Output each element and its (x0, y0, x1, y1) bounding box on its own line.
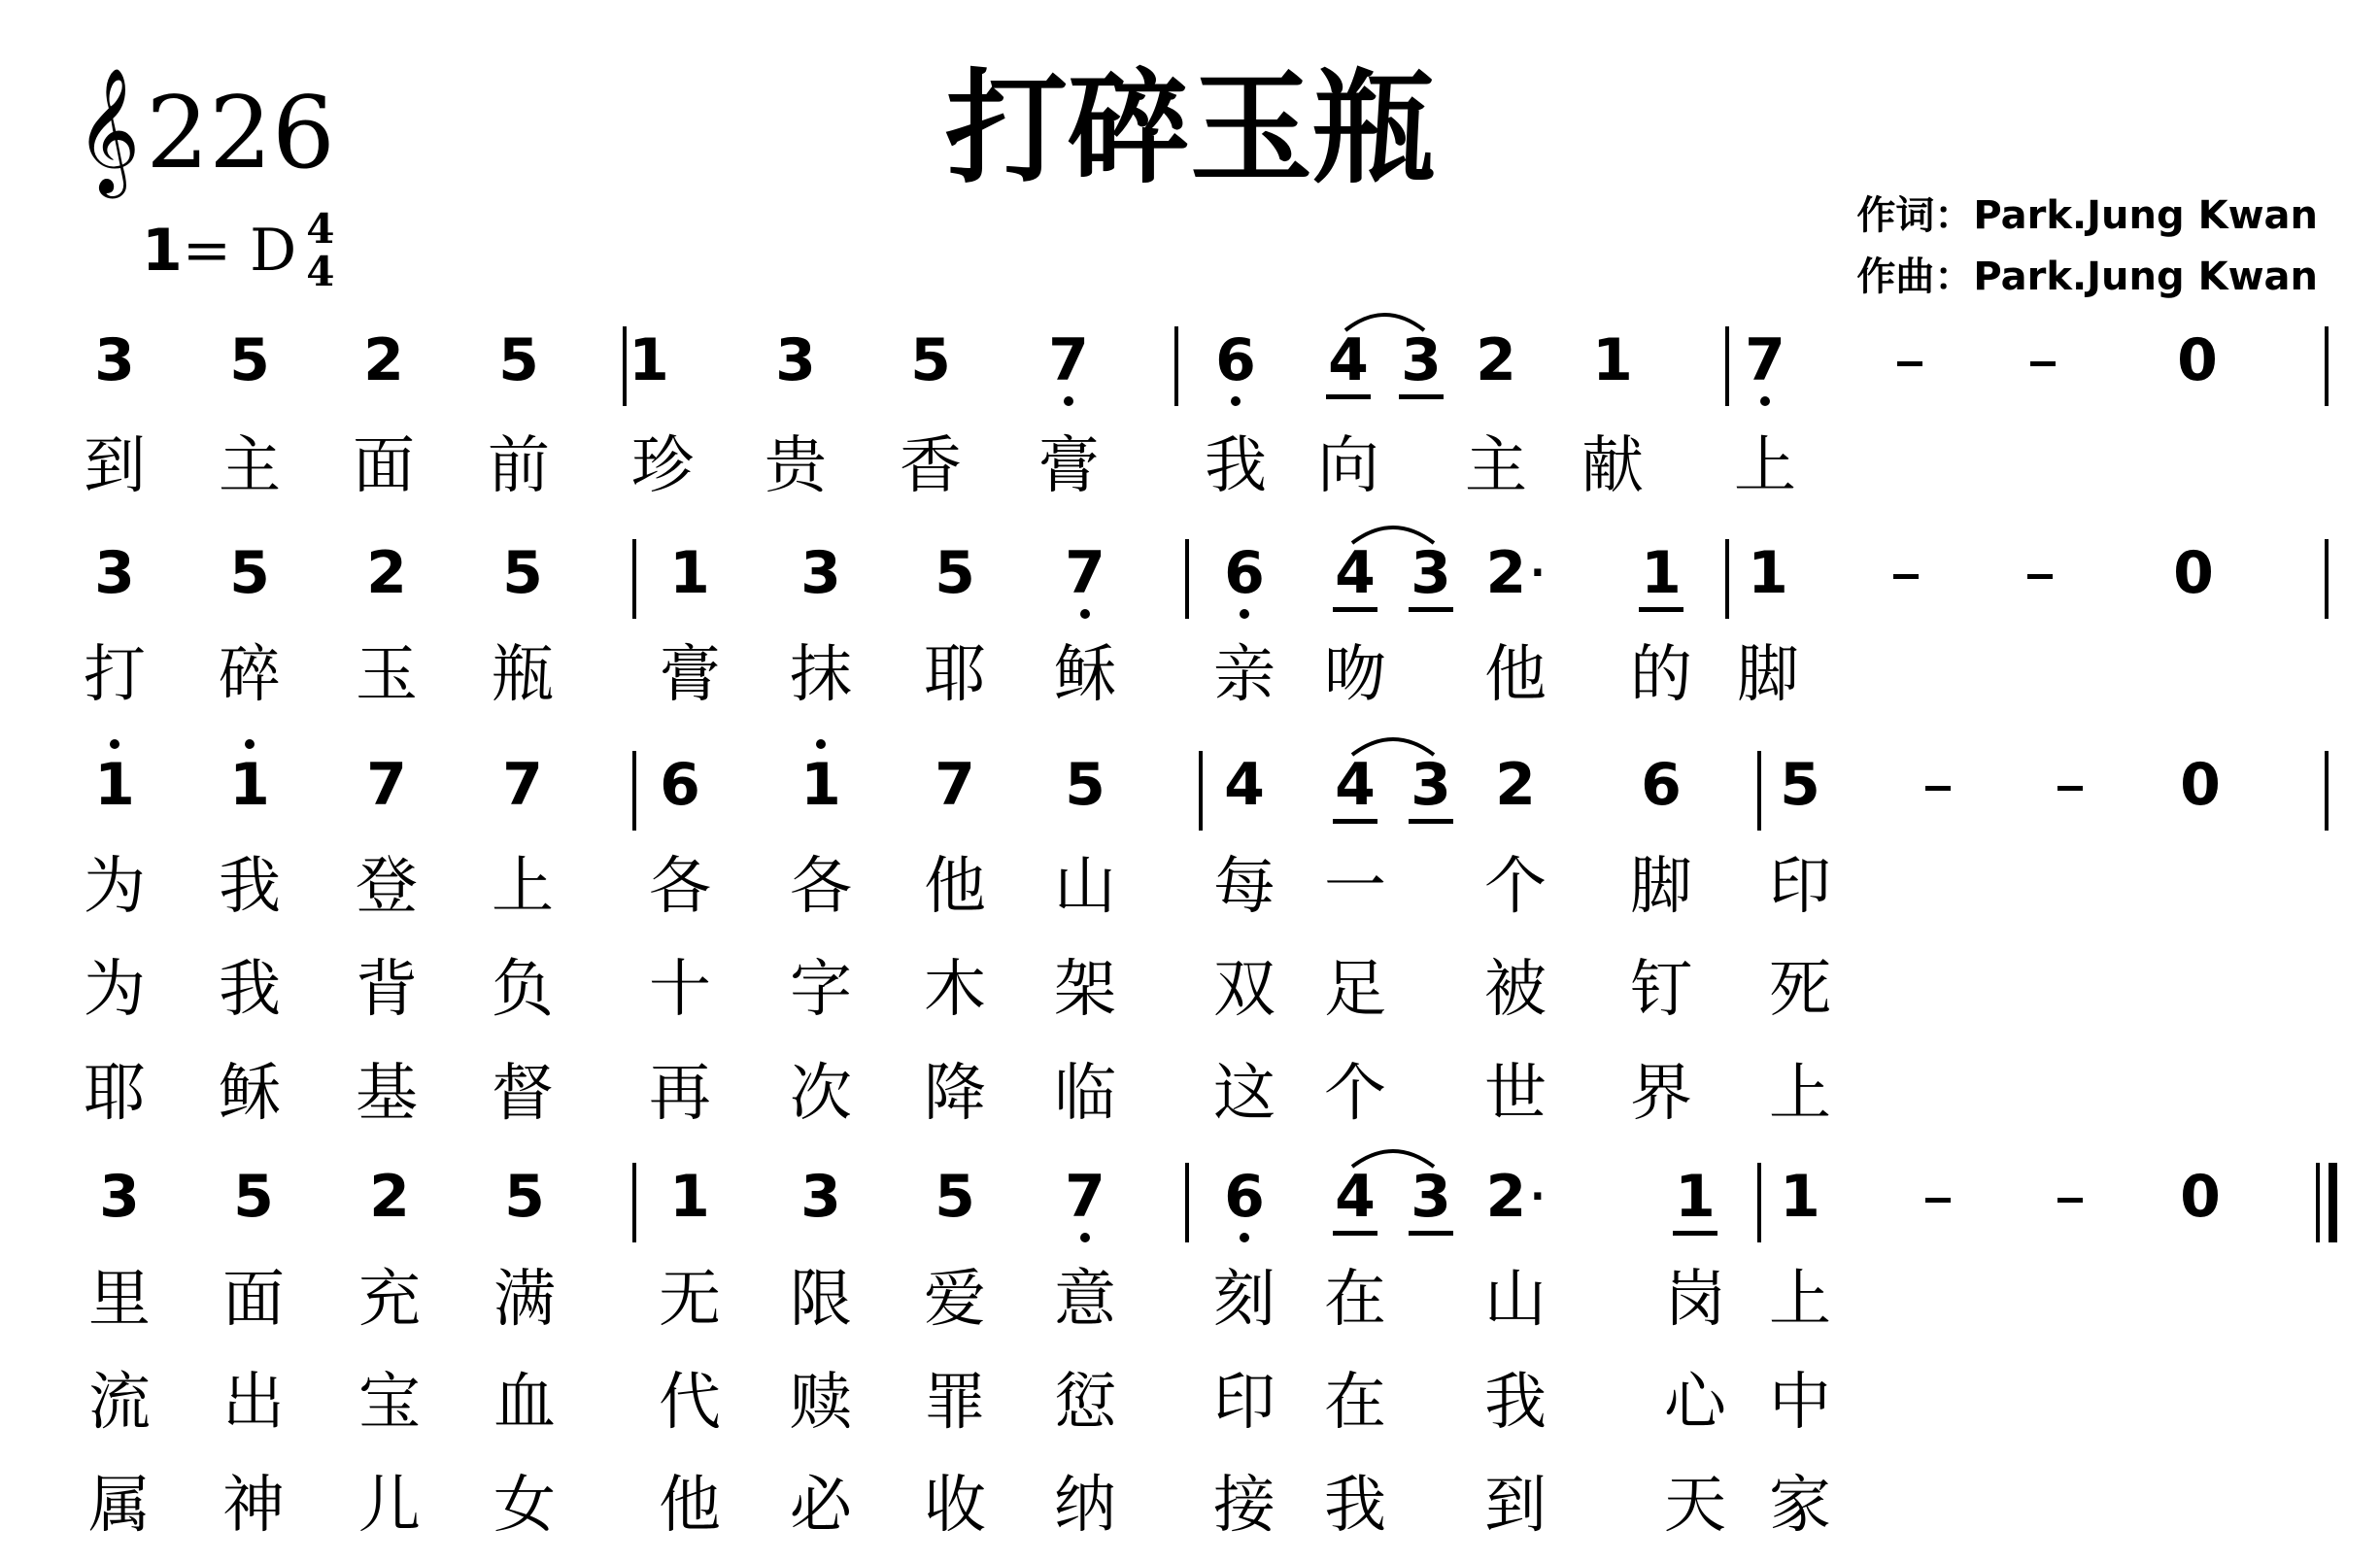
lyric-char: 每 (1213, 851, 1275, 923)
note (1462, 1163, 1569, 1231)
lyric-char: 次 (790, 1058, 852, 1130)
note (1191, 1163, 1298, 1231)
sustain-dash-mark (2057, 786, 2083, 791)
barline (2325, 326, 2329, 406)
sustain-dash-mark (1925, 786, 1951, 791)
note-digit: 1 (1748, 539, 1788, 607)
lyric-char: 主 (1465, 430, 1527, 502)
barline (2325, 751, 2329, 831)
note-digit: 2 (366, 539, 407, 607)
lyric-char: 属 (88, 1470, 151, 1542)
lyric-char: 山 (1484, 1264, 1547, 1336)
note (61, 326, 168, 394)
augmentation-dot: · (1530, 551, 1546, 595)
sustain-dash-mark (1925, 1198, 1951, 1203)
lyric-char: 亲 (1213, 639, 1275, 711)
lyric-char: 我 (1205, 430, 1267, 502)
note-digit: 1 (1673, 1163, 1717, 1236)
notation-row (0, 1145, 2380, 1252)
lyric-char: 接 (1213, 1470, 1275, 1542)
note (465, 326, 572, 394)
note (61, 539, 168, 607)
lyric-char: 面 (353, 430, 415, 502)
note-digit: 3 (800, 1163, 841, 1231)
lyric-char: 女 (493, 1470, 556, 1542)
note-digit: 2 (369, 1163, 410, 1231)
note (1608, 539, 1715, 612)
note-digit: 2 (1476, 326, 1516, 394)
note-digit: 4 (1224, 751, 1265, 819)
note-digit: 1 (1639, 539, 1683, 612)
lyric-char: 各 (649, 851, 711, 923)
rest (2147, 751, 2254, 819)
lyric-char: 儿 (358, 1470, 421, 1542)
barline (632, 1163, 636, 1242)
barline (1757, 751, 1761, 831)
lyric-char: 各 (790, 851, 852, 923)
sustain-dash-mark (1897, 361, 1922, 366)
slur-icon (1349, 1141, 1437, 1171)
slur-icon (1349, 518, 1437, 547)
note (901, 539, 1008, 607)
lyric-char: 钉 (1630, 954, 1692, 1026)
lyric-line (0, 1251, 2380, 1348)
note-digit: 0 (2180, 1163, 2221, 1231)
note (767, 751, 874, 819)
lyric-char: 家 (1769, 1470, 1831, 1542)
lyric-char: 我 (1324, 1470, 1386, 1542)
note-digit: 6 (1215, 326, 1256, 394)
lyric-char: 碎 (219, 639, 281, 711)
lyric-char: 字 (790, 954, 852, 1026)
lyric-char: 木 (924, 954, 986, 1026)
lyric-char: 贵 (765, 430, 827, 502)
lyric-char: 膏 (659, 639, 721, 711)
lyric-char: 他 (659, 1470, 721, 1542)
lyric-char: 心 (1664, 1367, 1726, 1439)
lyric-char: 主 (219, 430, 281, 502)
note-digit: 4 (1333, 539, 1377, 612)
lyric-char: 我 (219, 954, 281, 1026)
lyric-char: 耶 (84, 1058, 146, 1130)
composer-credit: 作曲：Park.Jung Kwan (1856, 255, 2318, 299)
note-digit: 6 (1224, 1163, 1265, 1231)
barline (1185, 1163, 1189, 1242)
note (333, 539, 440, 607)
note (742, 326, 849, 394)
lyric-char: 为 (84, 851, 146, 923)
note (636, 1163, 743, 1231)
note (767, 1163, 874, 1231)
lyric-char: 向 (1317, 430, 1379, 502)
note (66, 1163, 173, 1231)
note-digit: 3 (1409, 751, 1453, 824)
note-digit: 1 (229, 751, 270, 819)
note-digit: 5 (233, 1163, 274, 1231)
note-digit: 2 (363, 326, 404, 394)
note (636, 539, 743, 607)
sustain-dash (1987, 539, 2093, 607)
lyric-char: 我 (1484, 1367, 1547, 1439)
note (333, 751, 440, 819)
note (330, 326, 437, 394)
slur-icon (1349, 730, 1437, 759)
lyric-char: 山 (1054, 851, 1116, 923)
barline (632, 751, 636, 831)
lyric-char: 打 (84, 639, 146, 711)
lyric-char: 在 (1324, 1367, 1386, 1439)
note (1191, 539, 1298, 607)
lyric-char: 天 (1664, 1470, 1726, 1542)
note-digit: 2 (1495, 751, 1536, 819)
time-signature: 4 4 (306, 205, 335, 295)
barline (1757, 1163, 1761, 1242)
note-digit: 6 (1224, 539, 1265, 607)
note-digit: 4 (1333, 1163, 1377, 1236)
note-digit: 6 (660, 751, 700, 819)
note-digit: 1 (800, 751, 841, 819)
notation-row (0, 522, 2380, 629)
lyric-line (0, 1457, 2380, 1554)
note-digit: 7 (1065, 1163, 1105, 1231)
note (877, 326, 984, 394)
lyric-char: 刻 (1213, 1264, 1275, 1336)
note-digit: 0 (2173, 539, 2214, 607)
note-digit: 5 (504, 1163, 545, 1231)
barline (1174, 326, 1178, 406)
lyric-line (0, 418, 2380, 515)
note-digit: 7 (1065, 539, 1105, 607)
lyric-char: 瓶 (492, 639, 554, 711)
lyric-char: 愆 (1054, 1367, 1116, 1439)
lyric-char: 纳 (1054, 1470, 1116, 1542)
lyric-line (0, 1045, 2380, 1142)
note (61, 751, 168, 819)
lyric-char: 献 (1581, 430, 1644, 502)
lyric-char: 双 (1213, 954, 1275, 1026)
note (471, 1163, 578, 1231)
note (200, 1163, 307, 1231)
lyric-char: 收 (924, 1470, 986, 1542)
note (1642, 1163, 1749, 1236)
note-digit: 1 (1592, 326, 1633, 394)
note-digit: 1 (1780, 1163, 1820, 1231)
note-digit: 3 (1399, 326, 1444, 399)
note (1191, 751, 1298, 819)
sustain-dash (1853, 539, 1959, 607)
lyric-char: 被 (1484, 954, 1547, 1026)
lyric-char: 中 (1769, 1367, 1831, 1439)
lyric-char: 耶 (924, 639, 986, 711)
note-digit: 3 (800, 539, 841, 607)
treble-clef-icon: 𝄞 (76, 67, 141, 193)
note-digit: 2 (1485, 1163, 1527, 1231)
lyric-char: 在 (1324, 1264, 1386, 1336)
note-digit: 5 (935, 1163, 975, 1231)
note-digit: 0 (2177, 326, 2218, 394)
lyric-char: 上 (1734, 430, 1796, 502)
lyric-char: 罪 (924, 1367, 986, 1439)
lyric-char: 玉 (356, 639, 418, 711)
note-digit: 2 (1485, 539, 1527, 607)
sustain-dash (1989, 326, 2096, 394)
lyricist-credit: 作词：Park.Jung Kwan (1856, 193, 2318, 238)
lyric-char: 上 (1769, 1264, 1831, 1336)
note-digit: 4 (1333, 751, 1377, 824)
notation-row (0, 733, 2380, 840)
note (1747, 751, 1853, 819)
note (469, 539, 576, 607)
lyric-char: 面 (222, 1264, 285, 1336)
barline (1199, 751, 1203, 831)
lyric-line (0, 941, 2380, 1038)
lyric-char: 上 (1769, 1058, 1831, 1130)
note (1032, 539, 1139, 607)
note-digit: 3 (1409, 539, 1453, 612)
lyric-char: 脚 (1737, 639, 1799, 711)
song-title: 打碎玉瓶 (945, 57, 1435, 200)
sustain-dash-mark (1893, 574, 1919, 579)
lyric-char: 背 (356, 954, 418, 1026)
sustain-dash (2017, 1163, 2124, 1231)
lyric-char: 流 (88, 1367, 151, 1439)
note (1182, 326, 1289, 394)
note (767, 539, 874, 607)
note-digit: 1 (669, 1163, 710, 1231)
key-signature: 1 = D 4 4 (142, 205, 335, 295)
note (1608, 751, 1715, 819)
sustain-dash-mark (2027, 574, 2053, 579)
lyric-char: 吻 (1324, 639, 1386, 711)
lyric-char: 出 (222, 1367, 285, 1439)
lyric-char: 个 (1324, 1058, 1386, 1130)
note-digit: 5 (229, 326, 270, 394)
lyric-char: 到 (84, 430, 146, 502)
sustain-dash-mark (2030, 361, 2056, 366)
note-digit: 5 (1780, 751, 1820, 819)
notation-row (0, 309, 2380, 416)
note-digit: 3 (94, 539, 135, 607)
note (469, 751, 576, 819)
hymn-number: 𝄞226 (76, 67, 335, 193)
note-digit: 4 (1326, 326, 1371, 399)
lyric-char: 无 (659, 1264, 721, 1336)
lyric-line (0, 1354, 2380, 1451)
lyric-char: 我 (219, 851, 281, 923)
lyric-line (0, 627, 2380, 724)
barline (623, 326, 627, 406)
lyric-char: 印 (1213, 1367, 1275, 1439)
lyric-char: 爱 (924, 1264, 986, 1336)
lyric-char: 他 (924, 851, 986, 923)
lyric-char: 限 (790, 1264, 852, 1336)
sustain-dash (2017, 751, 2124, 819)
note-digit: 5 (1065, 751, 1105, 819)
lyric-char: 脚 (1630, 851, 1692, 923)
note (1462, 539, 1569, 607)
note (901, 751, 1008, 819)
lyric-char: 必 (790, 1470, 852, 1542)
lyric-char: 意 (1054, 1264, 1116, 1336)
note-digit: 1 (669, 539, 710, 607)
lyric-char: 他 (1484, 639, 1547, 711)
lyric-char: 稣 (1054, 639, 1116, 711)
barline (2325, 539, 2329, 619)
note-digit: 5 (229, 539, 270, 607)
lyric-char: 十 (649, 954, 711, 1026)
note (595, 326, 702, 394)
note-digit: 7 (1745, 326, 1785, 394)
note (1747, 1163, 1853, 1231)
lyric-char: 一 (1324, 851, 1386, 923)
sustain-dash-mark (2057, 1198, 2083, 1203)
rest (2140, 539, 2247, 607)
lyric-char: 上 (492, 851, 554, 923)
note-digit: 5 (935, 539, 975, 607)
note (1462, 751, 1569, 819)
lyric-char: 的 (1630, 639, 1692, 711)
note (196, 539, 303, 607)
lyric-char: 里 (88, 1264, 151, 1336)
note (196, 751, 303, 819)
sustain-dash (1885, 1163, 1991, 1231)
note (1559, 326, 1666, 394)
lyric-char: 赎 (790, 1367, 852, 1439)
lyric-char: 香 (900, 430, 962, 502)
lyric-char: 充 (358, 1264, 421, 1336)
note (336, 1163, 443, 1231)
lyric-char: 神 (222, 1470, 285, 1542)
note-digit: 7 (502, 751, 543, 819)
lyric-char: 膏 (1037, 430, 1100, 502)
lyric-char: 再 (649, 1058, 711, 1130)
lyric-char: 登 (356, 851, 418, 923)
lyric-char: 负 (492, 954, 554, 1026)
note (901, 1163, 1008, 1231)
lyric-char: 世 (1484, 1058, 1547, 1130)
note (1032, 1163, 1139, 1231)
lyric-char: 足 (1324, 954, 1386, 1026)
note-digit: 3 (99, 1163, 140, 1231)
note-digit: 5 (498, 326, 539, 394)
lyric-char: 前 (488, 430, 550, 502)
lyric-char: 降 (924, 1058, 986, 1130)
note (1015, 326, 1122, 394)
lyric-char: 死 (1769, 954, 1831, 1026)
lyric-char: 这 (1213, 1058, 1275, 1130)
note (1443, 326, 1549, 394)
note (627, 751, 733, 819)
sustain-dash (1856, 326, 1963, 394)
barline (1725, 539, 1729, 619)
barline (632, 539, 636, 619)
rest (2144, 326, 2251, 394)
note-digit: 7 (935, 751, 975, 819)
lyric-line (0, 838, 2380, 935)
lyric-char: 岗 (1664, 1264, 1726, 1336)
barline (1185, 539, 1189, 619)
note-digit: 7 (366, 751, 407, 819)
lyric-char: 血 (493, 1367, 556, 1439)
sustain-dash (1885, 751, 1991, 819)
lyric-char: 稣 (219, 1058, 281, 1130)
note-digit: 3 (94, 326, 135, 394)
note (196, 326, 303, 394)
note (1715, 539, 1821, 607)
note-digit: 7 (1048, 326, 1089, 394)
lyric-char: 架 (1054, 954, 1116, 1026)
note-digit: 6 (1641, 751, 1682, 819)
note-digit: 1 (629, 326, 669, 394)
slur-icon (1343, 305, 1427, 334)
lyric-char: 抹 (790, 639, 852, 711)
lyric-char: 印 (1769, 851, 1831, 923)
note-digit: 3 (775, 326, 816, 394)
lyric-char: 基 (356, 1058, 418, 1130)
note-digit: 1 (94, 751, 135, 819)
barline (1725, 326, 1729, 406)
lyric-char: 个 (1484, 851, 1547, 923)
lyric-char: 到 (1484, 1470, 1547, 1542)
note (1032, 751, 1139, 819)
note-digit: 5 (910, 326, 951, 394)
note-digit: 0 (2180, 751, 2221, 819)
final-barline (2316, 1163, 2337, 1242)
lyric-char: 界 (1630, 1058, 1692, 1130)
note-digit: 5 (502, 539, 543, 607)
rest (2147, 1163, 2254, 1231)
lyric-char: 满 (493, 1264, 556, 1336)
lyric-char: 宝 (358, 1367, 421, 1439)
lyric-char: 珍 (631, 430, 694, 502)
lyric-char: 为 (84, 954, 146, 1026)
lyric-char: 临 (1054, 1058, 1116, 1130)
augmentation-dot: · (1530, 1174, 1546, 1219)
lyric-char: 代 (659, 1367, 721, 1439)
lyric-char: 督 (492, 1058, 554, 1130)
note-digit: 3 (1409, 1163, 1453, 1236)
